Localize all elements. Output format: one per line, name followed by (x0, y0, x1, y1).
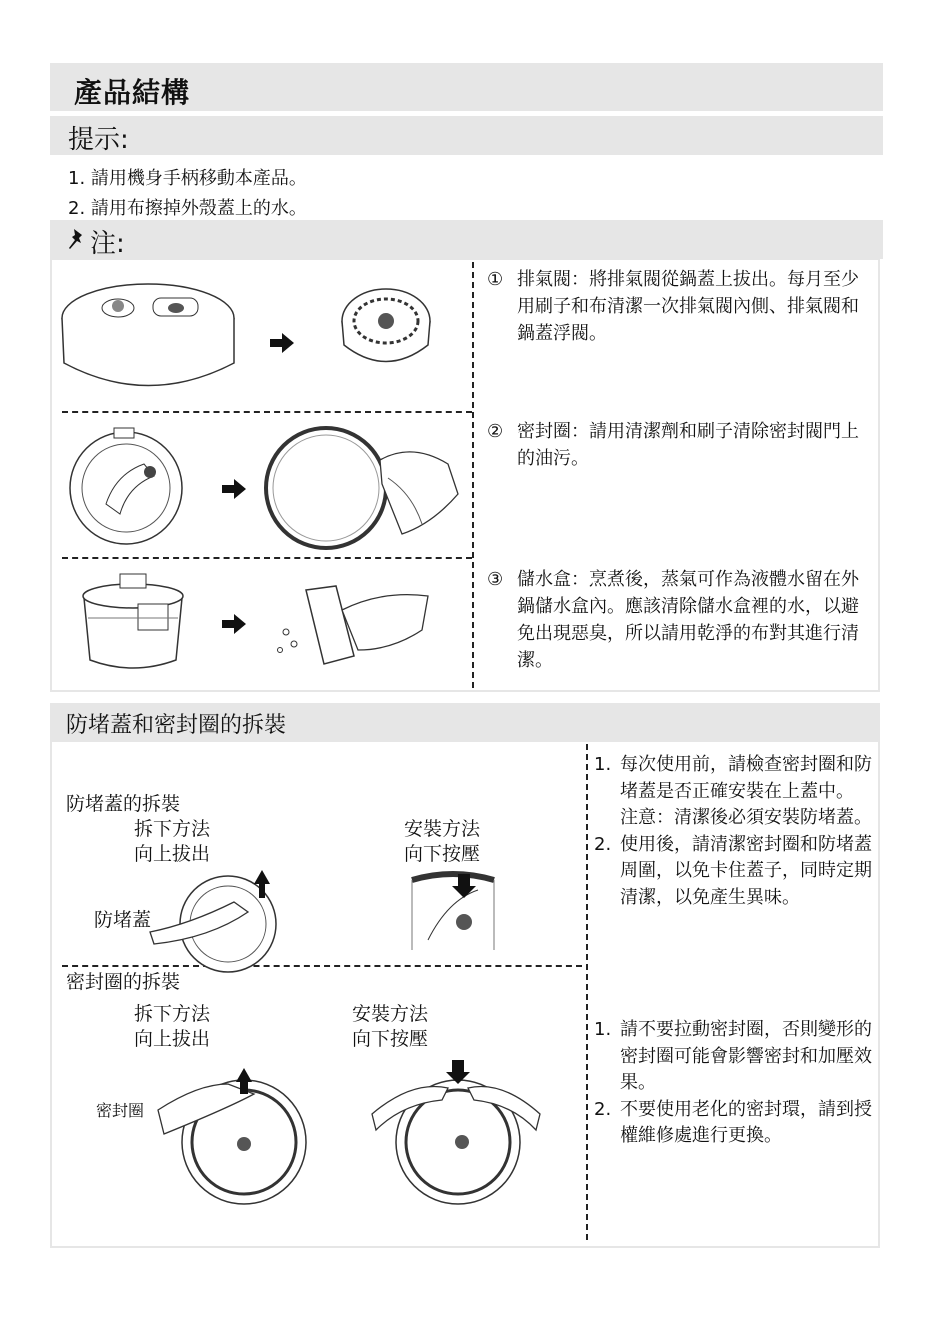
arrow-right-icon (270, 333, 294, 353)
hint-band (50, 116, 883, 155)
note-title: 注: (90, 229, 125, 259)
seal-ring-wipe-illustration (262, 424, 462, 552)
hint-title: 提示: (68, 125, 129, 155)
seal-warning-list (594, 1017, 874, 1150)
assembly-divider-horizontal (62, 965, 582, 967)
assembly-divider-vertical (586, 744, 588, 1240)
step-3-number: ③ (487, 569, 504, 590)
note-band (50, 220, 883, 259)
cap-install-action: 向下按壓 (404, 843, 481, 865)
step-1-text: 排氣閥：將排氣閥從鍋蓋上拔出。每月至少用刷子和布清潔一次排氣閥內側、排氣閥和鍋蓋浮閥。 (517, 269, 859, 344)
step-2 (487, 418, 867, 472)
ring-install-illustration (372, 1060, 542, 1206)
step-2-text: 密封圈：請用清潔劑和刷子清除密封閥門上的油污。 (517, 421, 859, 469)
exhaust-valve-illustration (338, 283, 434, 379)
water-box-cleaning-illustration (272, 580, 432, 676)
usage-item-2: 2. 使用後，請清潔密封圈和防堵蓋周圍，以免卡住蓋子，同時定期清潔，以免產生異味。 (594, 833, 872, 908)
ring-title: 密封圈的拆裝 (66, 971, 181, 993)
ring-remove-illustration (158, 1064, 308, 1206)
ring-part-label: 密封圈 (96, 1101, 145, 1120)
steps-divider-vertical (472, 262, 474, 688)
ring-remove-method: 拆下方法 (134, 1003, 211, 1025)
usage-check-list (594, 752, 874, 911)
step-1-number: ① (487, 269, 504, 290)
cap-remove-illustration (150, 866, 280, 962)
cap-install-illustration (408, 870, 498, 960)
cooker-body-illustration (78, 568, 188, 676)
ring-remove-action: 向上拔出 (134, 1028, 211, 1050)
pushpin-icon (66, 227, 88, 251)
usage-item-1: 1. 每次使用前，請檢查密封圈和防堵蓋是否正確安裝在上蓋中。 (594, 754, 872, 802)
arrow-right-icon (222, 479, 246, 499)
step-3-text: 儲水盒：烹煮後，蒸氣可作為液體水留在外鍋儲水盒內。應該清除儲水盒裡的水，以避免出現惡臭，所以請用乾淨的布對其進行清潔。 (517, 569, 859, 671)
section2-title: 防堵蓋和密封圈的拆裝 (66, 713, 287, 738)
page-title: 產品結構 (74, 76, 191, 109)
cap-remove-method: 拆下方法 (134, 818, 211, 840)
step-1 (487, 266, 867, 347)
steps-divider-2 (62, 557, 472, 559)
warning-item-1: 1. 請不要拉動密封圈，否則變形的密封圈可能會影響密封和加壓效果。 (594, 1019, 872, 1093)
arrow-right-icon (222, 614, 246, 634)
title-band (50, 63, 883, 111)
hint-item-2: 2. 請用布擦掉外殼蓋上的水。 (68, 198, 307, 219)
warning-item-2: 2. 不要使用老化的密封環，請到授權維修處進行更換。 (594, 1098, 872, 1146)
section2-band (50, 703, 880, 741)
lid-illustration (58, 268, 238, 396)
ring-install-method: 安裝方法 (352, 1003, 429, 1025)
ring-install-action: 向下按壓 (352, 1028, 429, 1050)
step-3 (487, 566, 867, 674)
cap-remove-action: 向上拔出 (134, 843, 211, 865)
cap-title: 防堵蓋的拆裝 (66, 793, 181, 815)
step-2-number: ② (487, 421, 504, 442)
inner-lid-illustration (66, 424, 186, 549)
steps-divider-1 (62, 411, 472, 413)
cap-part-label: 防堵蓋 (94, 909, 152, 931)
usage-note: 注意：清潔後必須安裝防堵蓋。 (620, 807, 872, 828)
hint-item-1: 1. 請用機身手柄移動本產品。 (68, 168, 307, 189)
cap-install-method: 安裝方法 (404, 818, 481, 840)
